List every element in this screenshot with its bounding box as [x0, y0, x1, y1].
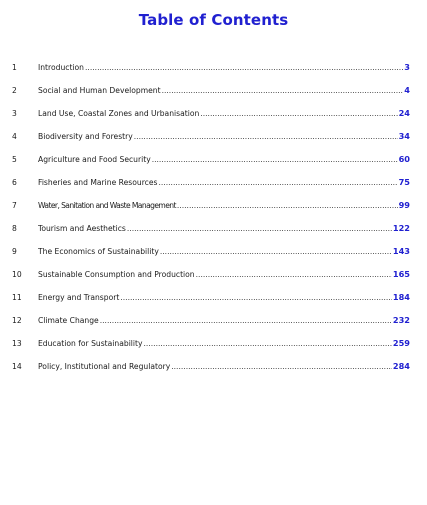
toc-number: 8 — [12, 224, 17, 233]
toc-label: Policy, Institutional and Regulatory — [38, 362, 171, 371]
toc-label: Energy and Transport — [38, 293, 120, 302]
toc-label: Water, Sanitation and Waste Management — [38, 201, 176, 210]
toc-leader-dots — [127, 224, 392, 233]
toc-label: Sustainable Consumption and Production — [38, 270, 195, 279]
toc-page-number[interactable]: 143 — [392, 246, 410, 256]
toc-row[interactable] — [12, 154, 410, 177]
toc-row[interactable] — [12, 177, 410, 200]
toc-row[interactable] — [12, 131, 410, 154]
toc-number: 1 — [12, 63, 17, 72]
toc-number: 11 — [12, 293, 22, 302]
toc-number: 2 — [12, 86, 17, 95]
toc-leader-dots — [177, 201, 398, 210]
toc-page-number[interactable]: 34 — [398, 131, 410, 141]
toc-row[interactable] — [12, 200, 410, 223]
toc-label: Land Use, Coastal Zones and Urbanisation — [38, 109, 200, 118]
toc-row[interactable] — [12, 62, 410, 85]
toc-number: 9 — [12, 247, 17, 256]
toc-page-number[interactable]: 24 — [398, 108, 410, 118]
toc-number: 10 — [12, 270, 22, 279]
toc-row[interactable] — [12, 361, 410, 384]
toc-number: 14 — [12, 362, 22, 371]
page-title: Table of Contents — [138, 11, 289, 29]
toc-page-number[interactable]: 75 — [398, 177, 410, 187]
toc-page-number[interactable]: 184 — [392, 292, 410, 302]
toc-leader-dots — [200, 109, 397, 118]
toc-row[interactable] — [12, 108, 410, 131]
toc-leader-dots — [160, 247, 392, 256]
toc-page-number[interactable]: 259 — [392, 338, 410, 348]
toc-leader-dots — [162, 86, 404, 95]
toc-number: 4 — [12, 132, 17, 141]
toc-page-number[interactable]: 284 — [392, 361, 410, 371]
toc-row[interactable] — [12, 338, 410, 361]
toc-label: Agriculture and Food Security — [38, 155, 151, 164]
toc-leader-dots — [144, 339, 392, 348]
toc-number: 7 — [12, 201, 17, 210]
toc-row[interactable] — [12, 292, 410, 315]
toc-leader-dots — [85, 63, 403, 72]
toc-leader-dots — [158, 178, 397, 187]
toc-number: 5 — [12, 155, 17, 164]
toc-page-number[interactable]: 60 — [398, 154, 410, 164]
toc-page-number[interactable]: 232 — [392, 315, 410, 325]
toc-page-number[interactable]: 122 — [392, 223, 410, 233]
toc-page-number[interactable]: 99 — [398, 200, 410, 210]
toc-row[interactable] — [12, 315, 410, 338]
toc-label: Tourism and Aesthetics — [38, 224, 126, 233]
toc-label: Climate Change — [38, 316, 99, 325]
toc-page-number[interactable]: 4 — [404, 85, 410, 95]
toc-leader-dots — [134, 132, 398, 141]
table-of-contents — [12, 62, 410, 384]
toc-label: Biodiversity and Forestry — [38, 132, 133, 141]
toc-page-number[interactable]: 3 — [404, 62, 410, 72]
toc-row[interactable] — [12, 269, 410, 292]
toc-number: 3 — [12, 109, 17, 118]
toc-number: 13 — [12, 339, 22, 348]
toc-label: The Economics of Sustainability — [38, 247, 159, 256]
toc-leader-dots — [152, 155, 398, 164]
toc-number: 6 — [12, 178, 17, 187]
toc-leader-dots — [171, 362, 392, 371]
toc-number: 12 — [12, 316, 22, 325]
toc-row[interactable] — [12, 85, 410, 108]
toc-leader-dots — [196, 270, 392, 279]
toc-page-number[interactable]: 165 — [392, 269, 410, 279]
toc-leader-dots — [100, 316, 392, 325]
toc-row[interactable] — [12, 223, 410, 246]
toc-label: Social and Human Development — [38, 86, 161, 95]
toc-label: Education for Sustainability — [38, 339, 143, 348]
toc-label: Introduction — [38, 63, 84, 72]
toc-row[interactable] — [12, 246, 410, 269]
toc-leader-dots — [120, 293, 392, 302]
toc-label: Fisheries and Marine Resources — [38, 178, 158, 187]
